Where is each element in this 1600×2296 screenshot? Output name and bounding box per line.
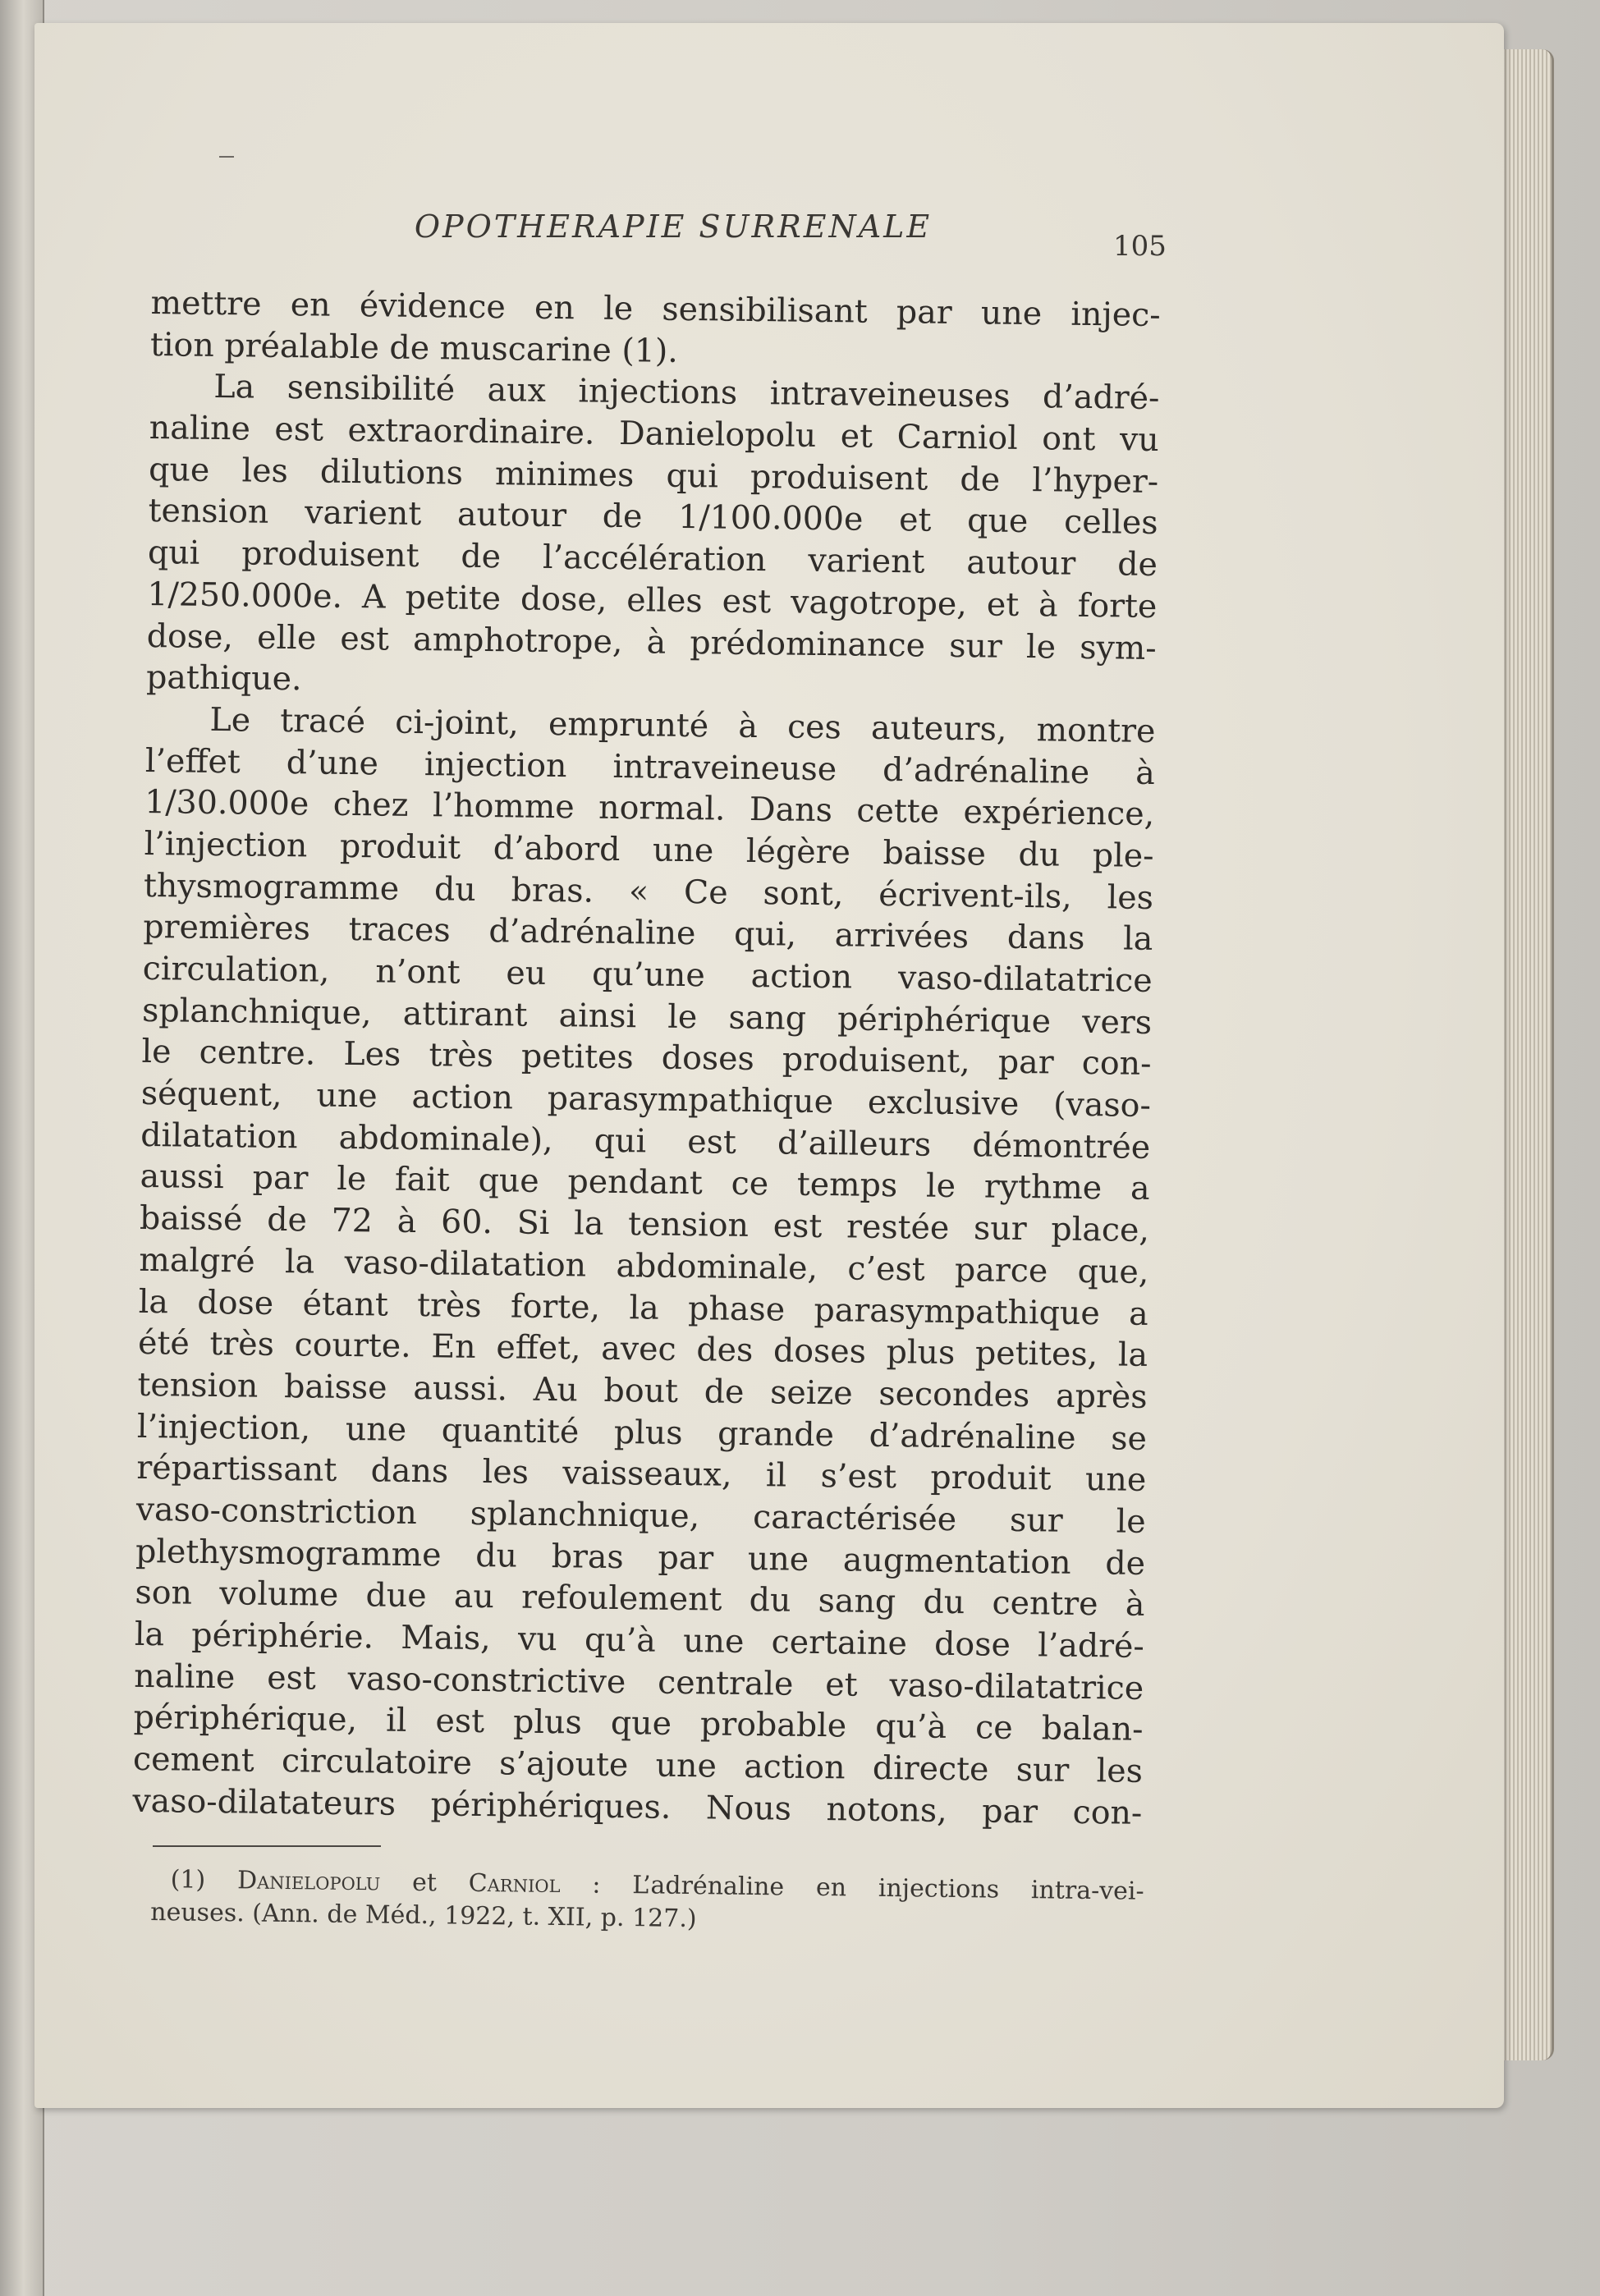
text-line: 1/30.000e chez l’homme normal. Dans cette expérience,	[144, 783, 1155, 834]
text-line: splanchnique, attirant ainsi le sang périphérique vers	[141, 991, 1153, 1042]
text-line: premières traces d’adrénaline qui, arrivées dans la	[143, 908, 1153, 959]
text-line: le centre. Les très petites doses produisent, par con-	[141, 1033, 1152, 1084]
text-line: pathique.	[145, 658, 302, 699]
page-speck	[219, 156, 234, 158]
text-line: naline est extraordinaire. Danielopolu et Carniol ont vu	[149, 409, 1160, 460]
text-line: La sensibilité aux injections intraveineuses d’adré-	[213, 368, 1160, 418]
text-line: baissé de 72 à 60. Si la tension est restée sur place,	[139, 1199, 1150, 1250]
footnote-author: Carniol	[468, 1868, 561, 1900]
text-line: son volume due au refoulement du sang du centre à	[135, 1574, 1145, 1625]
body-text	[132, 282, 1161, 1834]
text-line: cement circulatoire s’ajoute une action directe sur les	[132, 1739, 1144, 1790]
text-line: répartissant dans les vaisseaux, il s’est produit une	[136, 1449, 1147, 1500]
text-line: naline est vaso-constrictive centrale et vaso-dilatatrice	[133, 1657, 1144, 1707]
footnote-conjunction: et	[411, 1868, 438, 1898]
text-line: vaso-constriction splanchnique, caractérisée sur le	[135, 1490, 1146, 1541]
text-line: la périphérie. Mais, vu qu’à une certaine dose l’adré-	[134, 1615, 1145, 1666]
text-line: que les dilutions minimes qui produisent de l’hyper-	[148, 450, 1159, 501]
text-line: malgré la vaso-dilatation abdominale, c’est parce que,	[139, 1240, 1149, 1291]
text-line: l’effet d’une injection intraveineuse d’adrénaline à	[144, 741, 1156, 792]
text-line: tension baisse aussi. Au bout de seize secondes après	[137, 1365, 1148, 1416]
text-line: mettre en évidence en le sensibilisant par une injec-	[150, 283, 1161, 335]
text-line: aussi par le fait que pendant ce temps le rythme a	[140, 1157, 1150, 1208]
text-line: Le tracé ci-joint, emprunté à ces auteurs, montre	[209, 700, 1156, 750]
text-line: thysmogramme du bras. « Ce sont, écrivent-ils, les	[143, 866, 1154, 917]
text-line: dilatation abdominale), qui est d’ailleurs démontrée	[140, 1116, 1151, 1166]
footnote-line: neuses. (Ann. de Méd., 1922, t. XII, p. 127.)	[150, 1897, 697, 1934]
text-line: l’injection produit d’abord une légère baisse du ple-	[144, 824, 1154, 875]
text-line: qui produisent de l’accélération varient autour de	[147, 534, 1158, 584]
footnote-rule	[153, 1845, 381, 1847]
text-line: été très courte. En effet, avec des doses plus petites, la	[137, 1324, 1148, 1375]
page-number: 105	[1113, 230, 1167, 263]
text-line: tion préalable de muscarine (1).	[149, 325, 679, 370]
text-line: périphérique, il est plus que probable qu’à ce balan-	[133, 1698, 1144, 1749]
footnote	[150, 1863, 1144, 1941]
footnote-text: : L’adrénaline en injections intra-vei-	[592, 1870, 1144, 1906]
text-line: 1/250.000e. A petite dose, elles est vagotrope, et à forte	[147, 575, 1158, 626]
text-line: dose, elle est amphotrope, à prédominance sur le sym-	[146, 616, 1157, 667]
text-line: tension varient autour de 1/100.000e et que celles	[148, 492, 1158, 543]
running-title: OPOTHERAPIE SURRENALE	[414, 209, 933, 245]
text-line: vaso-dilatateurs périphériques. Nous notons, par con-	[132, 1781, 1143, 1832]
footnote-author: Danielopolu	[236, 1866, 381, 1897]
text-line: l’injection, une quantité plus grande d’adrénaline se	[136, 1407, 1148, 1458]
footnote-marker: (1)	[170, 1865, 206, 1895]
text-line: la dose étant très forte, la phase parasympathique a	[138, 1282, 1149, 1333]
text-line: séquent, une action parasympathique exclusive (vaso-	[140, 1074, 1152, 1125]
text-line: circulation, n’ont eu qu’une action vaso-dilatatrice	[142, 949, 1153, 1000]
text-line: plethysmogramme du bras par une augmentation de	[135, 1532, 1146, 1583]
